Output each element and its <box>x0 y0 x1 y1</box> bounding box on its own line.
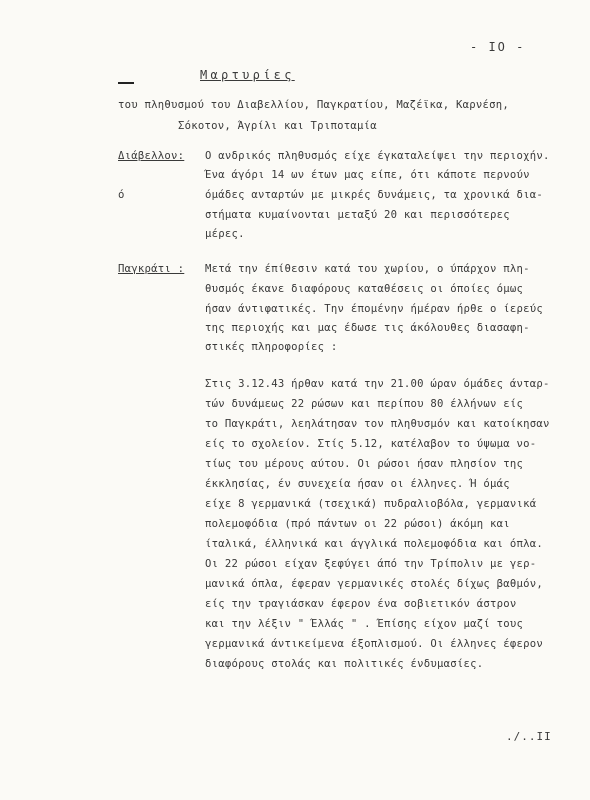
text-line: είς το σχολείον. Στίς 5.12, κατέλαβον το ύψωμα νο- <box>205 438 537 450</box>
document-title: Μαρτυρίες <box>200 68 295 82</box>
text-line: όμάδες ανταρτών με μικρές δυνάμεις, τα χρονικά δια- <box>205 189 544 201</box>
text-line: έκκλησίας, έν συνεχεία ήσαν οι έλληνες. Ή όμάς <box>205 478 510 490</box>
text-line: ίταλικά, έλληνικά και άγγλικά πολεμοφόδια και όπλα. <box>205 538 544 550</box>
margin-dash <box>118 82 134 84</box>
text-line: Στις 3.12.43 ήρθαν κατά την 21.00 ώραν όμάδες άνταρ- <box>205 378 550 390</box>
text-line: στήματα κυμαίνονται μεταξύ 20 και περισσότερες <box>205 209 510 221</box>
text-line: διαφόρους στολάς και πολιτικές ένδυμασίες. <box>205 658 484 670</box>
text-line: Ο ανδρικός πληθυσμός είχε έγκαταλείψει την περιοχήν. <box>205 150 550 162</box>
text-line: Ένα άγόρι 14 ων έτων μας είπε, ότι κάποτε περνούν <box>205 169 530 181</box>
text-line: και την λέξιν " Έλλάς " . Έπίσης είχον μαζί τους <box>205 618 524 630</box>
text-line: Οι 22 ρώσοι είχαν ξεφύγει άπό την Τρίπολιν με γερ- <box>205 558 537 570</box>
text-line: ήσαν άντιφατικές. Την έπομένην ήμέραν ήρθε ο ίερεύς <box>205 303 544 315</box>
subtitle-line: Σόκοτον, Άγρίλι και Τριποταμία <box>178 120 377 132</box>
text-line: το Παγκράτι, λεηλάτησαν τον πληθυσμόν και κατοίκησαν <box>205 418 550 430</box>
text-line: μανικά όπλα, έφεραν γερμανικές στολές δίχως βαθμόν, <box>205 578 544 590</box>
text-line: γερμανικά άντικείμενα έξοπλισμού. Οι έλληνες έφερον <box>205 638 544 650</box>
text-line: τών δυνάμεως 22 ρώσων και περίπου 80 έλλήνων είς <box>205 398 524 410</box>
text-line: στικές πληροφορίες : <box>205 341 338 353</box>
text-line: Μετά την έπίθεσιν κατά του χωρίου, ο ύπάρχον πλη- <box>205 263 530 275</box>
text-line: της περιοχής και μας έδωσε τις άκόλουθες διασαφη- <box>205 322 530 334</box>
section-label-pagkrati: Παγκράτι : <box>118 263 185 275</box>
text-line: πολεμοφόδια (πρό πάντων οι 22 ρώσοι) άκόμη και <box>205 518 510 530</box>
text-line: μέρες. <box>205 228 245 240</box>
text-line: τίως του μέρους αύτου. Οι ρώσοι ήσαν πλησίον της <box>205 458 524 470</box>
page-continuation: ./..II <box>506 730 552 743</box>
margin-mark: ό <box>118 189 125 201</box>
text-line: είχε 8 γερμανικά (τσεχικά) πυδραλιοβόλα, γερμανικά <box>205 498 537 510</box>
page-number: - IO - <box>470 40 526 54</box>
text-line: είς την τραγιάσκαν έφερον ένα σοβιετικόν άστρον <box>205 598 517 610</box>
subtitle-line: του πληθυσμού του Διαβελλίου, Παγκρατίου, Μαζέϊκα, Καρνέση, <box>118 99 510 111</box>
section-label-diavellon: Διάβελλον: <box>118 150 185 162</box>
text-line: θυσμός έκανε διαφόρους καταθέσεις οι όποίες όμως <box>205 283 524 295</box>
